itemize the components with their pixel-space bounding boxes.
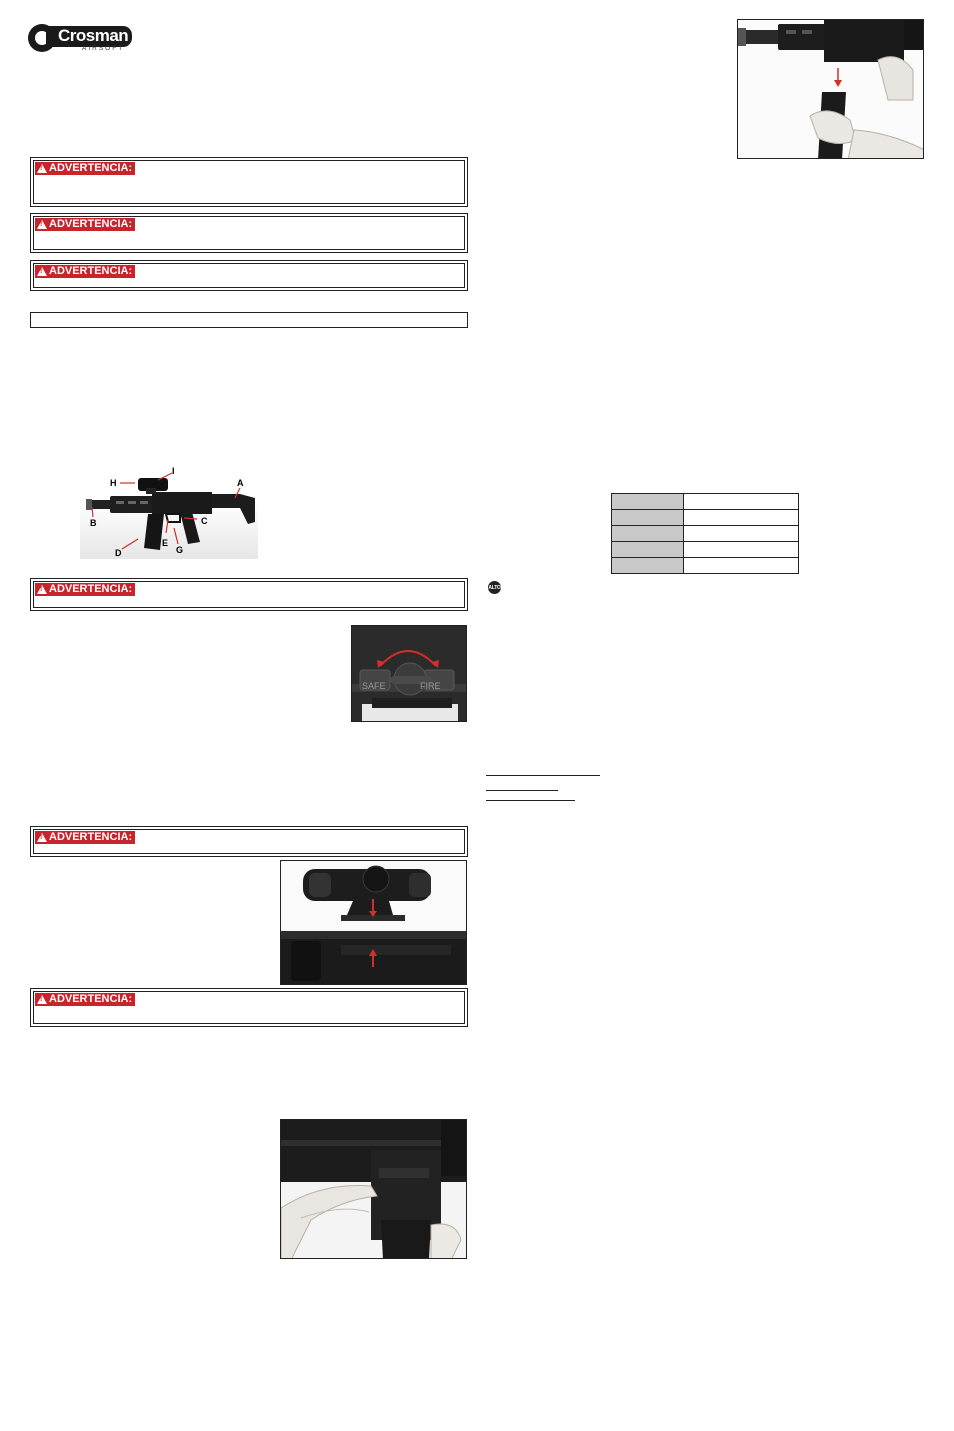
underline-1 xyxy=(486,775,600,776)
warning-box-4 xyxy=(30,578,468,611)
warning-box-5 xyxy=(30,826,468,857)
callout-label-g: G xyxy=(176,545,184,555)
callout-label-h: H xyxy=(110,478,117,488)
rifle-diagram xyxy=(80,462,258,559)
callout-label-b: B xyxy=(90,518,97,528)
callout-label-a: A xyxy=(237,478,244,488)
warning-triangle-icon xyxy=(37,585,47,594)
logo-wordmark: Crosman xyxy=(46,26,132,47)
handguard xyxy=(110,496,155,513)
warning-label: ! ADVERTENCIA: xyxy=(35,265,135,278)
underline-3 xyxy=(486,800,575,801)
warning-label: ! ADVERTENCIA: xyxy=(35,993,135,1006)
warning-triangle-icon xyxy=(37,833,47,842)
fire-label: FIRE xyxy=(420,681,441,691)
scope-mount-photo xyxy=(280,860,467,985)
underline-2 xyxy=(486,790,558,791)
warning-label: ! ADVERTENCIA: xyxy=(35,218,135,231)
warning-box-3 xyxy=(30,260,468,291)
warning-label: ! ADVERTENCIA: xyxy=(35,162,135,175)
table-row xyxy=(612,542,799,558)
muzzle xyxy=(86,499,92,510)
receiver xyxy=(152,492,212,514)
logo-subtitle: AIRSOFT xyxy=(82,45,125,52)
callout-label-d: D xyxy=(115,548,122,558)
warning-triangle-icon xyxy=(37,267,47,276)
warning-box-6 xyxy=(30,988,468,1027)
table-row xyxy=(612,494,799,510)
warning-label: ! ADVERTENCIA: xyxy=(35,583,135,596)
rifle-diagram-svg xyxy=(80,462,258,559)
callout-label-i: I xyxy=(172,466,175,476)
table-row xyxy=(612,526,799,542)
crosman-logo xyxy=(28,22,129,56)
stop-icon: ALTO xyxy=(488,581,501,594)
spec-table xyxy=(611,493,799,574)
table-row xyxy=(612,510,799,526)
warning-triangle-icon xyxy=(37,995,47,1004)
magazine-insert-photo xyxy=(737,19,924,159)
warning-box-1 xyxy=(30,157,468,207)
safety-switch-photo xyxy=(351,625,467,722)
callout-label-c: C xyxy=(201,516,208,526)
safe-label: SAFE xyxy=(362,681,386,691)
notice-box xyxy=(30,312,468,328)
warning-triangle-icon xyxy=(37,164,47,173)
warning-label: ! ADVERTENCIA: xyxy=(35,831,135,844)
warning-box-2 xyxy=(30,213,468,253)
warning-triangle-icon xyxy=(37,220,47,229)
table-row xyxy=(612,558,799,574)
callout-label-e: E xyxy=(162,538,169,548)
magazine-release-photo xyxy=(280,1119,467,1259)
